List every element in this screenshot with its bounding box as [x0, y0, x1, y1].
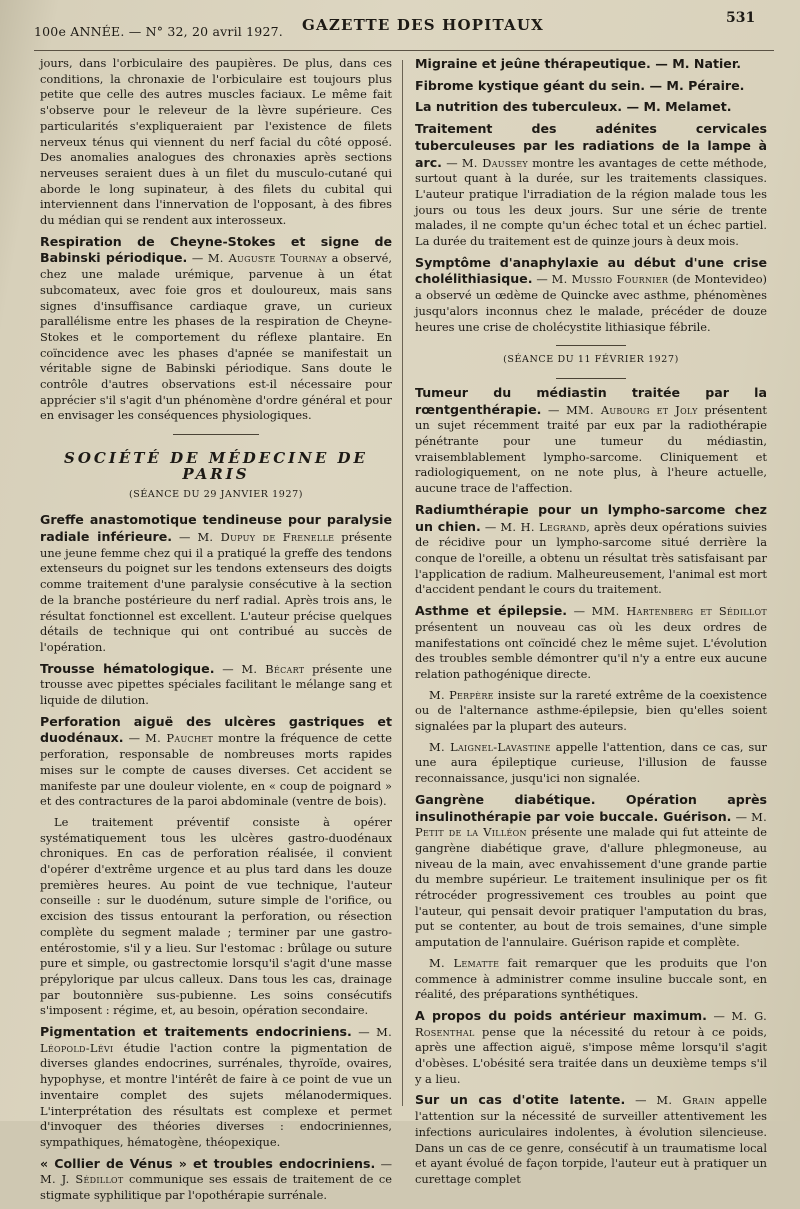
article-title: Radiumthérapie pour un lympho-sarcome chez un chien.	[415, 501, 767, 534]
author: M. Lematte	[429, 955, 500, 970]
article-text: a observé, chez une malade urémique, parvenue à un état subcomateux, avec foie gros et douloureux, mais sans signes d'insuffisance cardiaque grave, un curieux parallélisme entre les phases de la respiration de Cheyne-Stokes et le comportement du réflexe plantaire. En coïncidence avec les phases d'apnée se manifestait un véritable signe de Babinski périodique. Sans doute le contrôle d'autres observations est-il nécessaire pour apprécier s'il s'agit d'un phénomène d'ordre général et pour en envisager les conséquences physiologiques.	[40, 251, 393, 423]
article-title: Greffe anastomotique tendineuse pour paralysie radiale inférieure.	[40, 512, 392, 544]
author: MM. Aubourg et Joly	[566, 402, 698, 417]
section-rule	[173, 434, 259, 435]
article-text: (de Montevideo) a observé un œdème de Quincke avec asthme, phénomènes jusqu'alors inconnus chez le malade, précéder de douze heures une crise de cholécystite lithiasique fébrile.	[415, 272, 767, 334]
article-text: montre la fréquence de cette perforation, responsable de nombreuses morts rapides mises sur le compte de causes diverses. Cet accident se manifeste par une douleur violente, en « coup de poignard » et des contractures de la paroi abdominale (ventre de bois).	[40, 731, 392, 809]
article-text: présente une malade qui fut atteinte de gangrène diabétique grave, d'allure phlegmoneuse, au niveau de la main, avec envahissement d'une grande partie du membre supérieur. Le traitement insulinique per os fit rétrocéder progressivement ces troubles au point que l'auteur, qui pensait devoir pratiquer l'amputation du bras, put se contenter, au bout de trois semaines, d'une simple amputation de l'annulaire. Guérison rapide et complète.	[415, 825, 768, 950]
header-rule	[34, 50, 774, 51]
article-title: Pigmentation et traitements endocriniens.	[40, 1024, 352, 1040]
left-column	[40, 56, 392, 1209]
article-title: Tumeur du médiastin traitée par la rœntgenthérapie.	[415, 384, 767, 417]
article-text: , après deux opérations suivies de récidive pour un lympho-sarcome situé derrière la conque de l'oreille, a obtenu un résultat très satisfaisant par l'application de radium. Malheureusement, l'animal est mort d'accident pendant le cours du traitement.	[415, 519, 767, 597]
article-mediastin: Tumeur du médiastin traitée par la rœntgenthérapie. — MM. Aubourg et Joly présentent un sujet récemment traité par eux par la radiothérapie pénétrante pour une tumeur du médiastin, vraisemblablement lympho-sarcome. Cliniquement et radiologiquement, on ne note plus, à l'heure actuelle, aucune trace de l'affection.	[415, 384, 767, 496]
paragraph: jours, dans l'orbiculaire des paupières. De plus, dans ces conditions, la chronaxie de l'orbiculaire est toujours plus petite que celle des autres muscles faciaux. Le même fait s'observe pour le releveur de la lèvre supérieure. Ces particularités s'expliqueraient par l'existence de filets nerveux ténus qui viennent du nerf facial du côté opposé. Des anomalies analogues des chronaxies après sections nerveuses seraient dues à un filet du musculo-cutané qui aborde le long supinateur, à des filets du cubital qui interviennent dans l'innervation de l'opposant, à des fibres du médian qui se rendent aux interosseux.	[40, 56, 392, 228]
article-title: Sur un cas d'otite latente.	[415, 1092, 626, 1108]
session-date: (SÉANCE DU 29 JANVIER 1927)	[128, 488, 304, 500]
article-nutrition	[415, 99, 767, 116]
column-divider	[402, 60, 403, 1106]
article-title: Asthme et épilepsie.	[415, 603, 568, 619]
author: M. Bécart	[241, 661, 305, 676]
article-text: présente une jeune femme chez qui il a pratiqué la greffe des tendons extenseurs du poignet sur les tendons extenseurs des doigts comme traitement d'une paralysie consécutive à la section de la branche postérieure du nerf radial. Après trois ans, le résultat fonctionnel est excellent. L'auteur précise quelques détails de technique qui ont contribué au succès de l'opération.	[40, 529, 392, 654]
article-text: étudie l'action contre la pigmentation de diverses glandes endocrines, surrénales, thyroïde, ovaires, hypophyse, et montre l'intérêt de faire à ce point de vue un inventaire complet des sujets mélanodermiques. L'interprétation des résultats est complexe et permet d'invoquer des théories diverses : endocriniennes, sympathiques, hématogène, théopexique.	[40, 1040, 392, 1149]
article-asthme: Asthme et épilepsie. — MM. Hartenberg et Sédillot présentent un nouveau cas où les deux ordres de manifestations ont coïncidé chez le même sujet. L'évolution des troubles semble démontrer qu'il n'y a entre eux aucune relation pathogénique directe.	[415, 603, 767, 681]
article-text: communique ses essais de traitement de ce stigmate syphilitique par l'opothérapie surrénale.	[40, 1172, 392, 1203]
article-title: La nutrition des tuberculeux. — M. Melamet.	[415, 99, 732, 115]
article-text: appelle l'attention, dans ce cas, sur une aura épileptique curieuse, l'illusion de fausse reconnaissance, jusqu'ici non signalée.	[415, 739, 767, 786]
author: M. Pauchet	[145, 731, 213, 746]
author: M. Mussio Fournier	[551, 272, 669, 287]
article-text: présente une trousse avec pipettes spéciales facilitant le mélange sang et liquide de dilution.	[40, 661, 393, 708]
article-poids: A propos du poids antérieur maximum. — M. G. Rosenthal pense que la nécessité du retour à ce poids, après une affection aiguë, s'impose même lorsqu'il s'agit d'obèses. L'obésité sera traitée dans un deuxième temps s'il y a lieu.	[415, 1007, 767, 1086]
author: M. Laignel-Lavastine	[429, 739, 551, 754]
article-cheyne-stokes: Respiration de Cheyne-Stokes et signe de Babinski périodique. — M. Auguste Tournay a observé, chez une malade urémique, parvenue à un état subcomateux, avec foie gros et douloureux, mais sans signes d'insuffisance cardiaque grave, un curieux parallélisme entre les phases de la respiration de Cheyne-Stokes et le comportement du réflexe plantaire. En coïncidence avec les phases d'apnée se manifestait un véritable signe de Babinski périodique. Sans doute le contrôle d'autres observations est-il nécessaire pour apprécier s'il s'agit d'un phénomène d'ordre général et pour en envisager les conséquences physiologiques.	[40, 233, 393, 423]
article-title: Respiration de Cheyne-Stokes et signe de Babinski périodique.	[40, 233, 392, 266]
section-rule	[556, 345, 626, 346]
author: M. H. Legrand	[500, 519, 587, 534]
author: M. G. Rosenthal	[415, 1008, 767, 1039]
article-pigmentation: Pigmentation et traitements endocriniens. — M. Léopold-Lévi étudie l'action contre la pigmentation de diverses glandes endocrines, surrénales, thyroïde, ovaires, hypophyse, et montre l'intérêt de faire à ce point de vue un inventaire complet des sujets mélanodermiques. L'interprétation des résultats est complexe et permet d'invoquer des théories diverses : endocriniennes, sympathiques, hématogène, théopexique.	[40, 1024, 392, 1149]
article-title: « Collier de Vénus » et troubles endocriniens.	[40, 1155, 376, 1171]
session-date: (SÉANCE DU 11 FÉVRIER 1927)	[503, 354, 679, 366]
article-perforation: Perforation aiguë des ulcères gastriques et duodénaux. — M. Pauchet montre la fréquence de cette perforation, responsable de nombreuses morts rapides mises sur le compte de causes diverses. Cet accident se manifeste par une douleur violente, en « coup de poignard » et des contractures de la paroi abdominale (ventre de bois).	[40, 713, 392, 809]
article-text: présentent un nouveau cas où les deux ordres de manifestations ont coïncidé chez le même sujet. L'évolution des troubles semble démontrer qu'il n'y a entre eux aucune relation pathogénique directe.	[415, 619, 767, 681]
author: M. Grain	[656, 1093, 715, 1108]
paragraph	[415, 740, 767, 787]
article-greffe: Greffe anastomotique tendineuse pour paralysie radiale inférieure. — M. Dupuy de Frenelle présente une jeune femme chez qui il a pratiqué la greffe des tendons extenseurs du poignet sur les tendons extenseurs des doigts comme traitement d'une paralysie consécutive à la section de la branche postérieure du nerf radial. Après trois ans, le résultat fonctionnel est excellent. L'auteur précise quelques détails de technique qui ont contribué au succès de l'opération.	[40, 512, 392, 654]
author: M. Léopold-Lévi	[40, 1025, 392, 1055]
article-radium: Radiumthérapie pour un lympho-sarcome chez un chien. — M. H. Legrand, après deux opérations suivies de récidive pour un lympho-sarcome situé derrière la conque de l'oreille, a obtenu un résultat très satisfaisant par l'application de radium. Malheureusement, l'animal est mort d'accident pendant le cours du traitement.	[415, 501, 767, 597]
article-title: Fibrome kystique géant du sein. — M. Péraire.	[415, 77, 745, 93]
article-title: Gangrène diabétique. Opération après insulinothérapie par voie buccale. Guérison.	[415, 791, 767, 824]
author: M. Petit de la Villéon	[415, 809, 767, 840]
article-collier: « Collier de Vénus » et troubles endocriniens. — M. J. Sédillot communique ses essais de traitement de ce stigmate syphilitique par l'opothérapie surrénale.	[40, 1155, 392, 1203]
article-title: Symptôme d'anaphylaxie au début d'une crise cholélithiasique.	[415, 254, 767, 287]
article-text: montre les avantages de cette méthode, surtout quant à la durée, sur les traitements classiques. L'auteur pratique l'irradiation de la région malade tous les jours ou tous les deux jours. Sur une série de trente malades, il ne compte qu'un échec total et un échec partiel. La durée du traitement est de quinze jours à deux mois.	[415, 155, 768, 249]
author: M. Dupuy de Frenelle	[197, 529, 335, 544]
author: M. Auguste Tournay	[207, 251, 328, 266]
section-rule	[556, 378, 626, 379]
paragraph	[415, 956, 767, 1003]
article-adenites: Traitement des adénites cervicales tuberculeuses par les radiations de la lampe à arc. — M. Daussey montre les avantages de cette méthode, surtout quant à la durée, sur les traitements classiques. L'auteur pratique l'irradiation de la région malade tous les jours ou tous les deux jours. Sur une série de trente malades, il ne compte qu'un échec total et un échec partiel. La durée du traitement est de quinze jours à deux mois.	[415, 121, 768, 249]
author: M. J. Sédillot	[40, 1172, 124, 1187]
journal-title: GAZETTE DES HOPITAUX	[302, 16, 545, 34]
author: M. Daussey	[461, 155, 528, 170]
page-number: 531	[726, 10, 756, 26]
article-fibrome	[415, 78, 767, 95]
article-gangrene: Gangrène diabétique. Opération après insulinothérapie par voie buccale. Guérison. — M. Petit de la Villéon présente une malade qui fut atteinte de gangrène diabétique grave, d'allure phlegmoneuse, au niveau de la main, avec envahissement d'une grande partie du membre supérieur. Le traitement insulinique per os fit rétrocéder progressivement ces troubles au point que l'auteur, qui pensait devoir pratiquer l'amputation du bras, put se contenter, au bout de trois semaines, d'une simple amputation de l'annulaire. Guérison rapide et complète.	[415, 791, 768, 950]
article-text: appelle l'attention sur la nécessité de surveiller attentivement les infections auriculaires indolentes, à évolution silencieuse. Dans un cas de ce genre, consécutif à un traumatisme local et ayant évolué de façon torpide, l'auteur eut à pratiquer un curettage complet	[415, 1093, 767, 1186]
page-header	[34, 6, 774, 46]
article-migraine	[415, 56, 767, 73]
article-text: insiste sur la rareté extrême de la coexistence ou de l'alternance asthme-épilepsie, bien qu'elles soient signalées par la plupart des auteurs.	[415, 687, 767, 734]
right-column	[415, 56, 767, 1193]
article-text: présentent un sujet récemment traité par eux par la radiothérapie pénétrante pour une tumeur du médiastin, vraisemblablement lympho-sarcome. Cliniquement et radiologiquement, on ne note plus, à l'heure actuelle, aucune trace de l'affection.	[415, 402, 767, 496]
article-text: fait remarquer que les produits que l'on commence à administrer comme insuline buccale sont, en réalité, des préparations synthétiques.	[415, 955, 767, 1002]
paragraph: Le traitement préventif consiste à opérer systématiquement tous les ulcères gastro-duodénaux chroniques. En cas de perforation réalisée, il convient d'opérer d'extrême urgence et au plus tard dans les douze premières heures. Au point de vue technique, l'auteur conseille : sur le duodénum, suture simple de l'orifice, ou excision des tissus entourant la perforation, ou résection complète du segment malade ; terminer par une gastro-entérostomie, s'il y a lieu. Sur l'estomac : brûlage ou suture pure et simple, ou gastrectomie lorsqu'il s'agit d'une masse prépylorique par ulcus calleux. Dans tous les cas, drainage par boutonnière sus-pubienne. Les soins consécutifs s'imposent : régime, et, au besoin, opération secondaire.	[40, 814, 392, 1018]
article-anaphylaxie: Symptôme d'anaphylaxie au début d'une crise cholélithiasique. — M. Mussio Fournier (de Montevideo) a observé un œdème de Quincke avec asthme, phénomènes jusqu'alors inconnus chez le malade, précéder de douze heures une crise de cholécystite lithiasique fébrile.	[415, 254, 767, 334]
article-title: Trousse hématologique.	[40, 660, 215, 676]
society-title: SOCIÉTÉ DE MÉDECINE DE PARIS	[63, 449, 368, 483]
article-text: pense que la nécessité du retour à ce poids, après une affection aiguë, s'impose même lorsqu'il s'agit d'obèses. L'obésité sera traitée dans un deuxième temps s'il y a lieu.	[415, 1024, 767, 1086]
article-title: A propos du poids antérieur maximum.	[415, 1007, 707, 1023]
author: M. Perpère	[429, 687, 494, 702]
issue-info: 100e ANNÉE. — N° 32, 20 avril 1927.	[34, 24, 283, 39]
article-title: Migraine et jeûne thérapeutique. — M. Natier.	[415, 56, 742, 71]
article-otite: Sur un cas d'otite latente. — M. Grain appelle l'attention sur la nécessité de surveiller attentivement les infections auriculaires indolentes, à évolution silencieuse. Dans un cas de ce genre, consécutif à un traumatisme local et ayant évolué de façon torpide, l'auteur eut à pratiquer un curettage complet	[415, 1092, 767, 1186]
article-title: Traitement des adénites cervicales tuberculeuses par les radiations de la lampe à arc.	[415, 121, 767, 170]
author: MM. Hartenberg et Sédillot	[591, 604, 767, 619]
article-trousse: Trousse hématologique. — M. Bécart présente une trousse avec pipettes spéciales facilitant le mélange sang et liquide de dilution.	[40, 660, 393, 708]
article-title: Perforation aiguë des ulcères gastriques et duodénaux.	[40, 713, 392, 746]
paragraph	[415, 688, 767, 735]
